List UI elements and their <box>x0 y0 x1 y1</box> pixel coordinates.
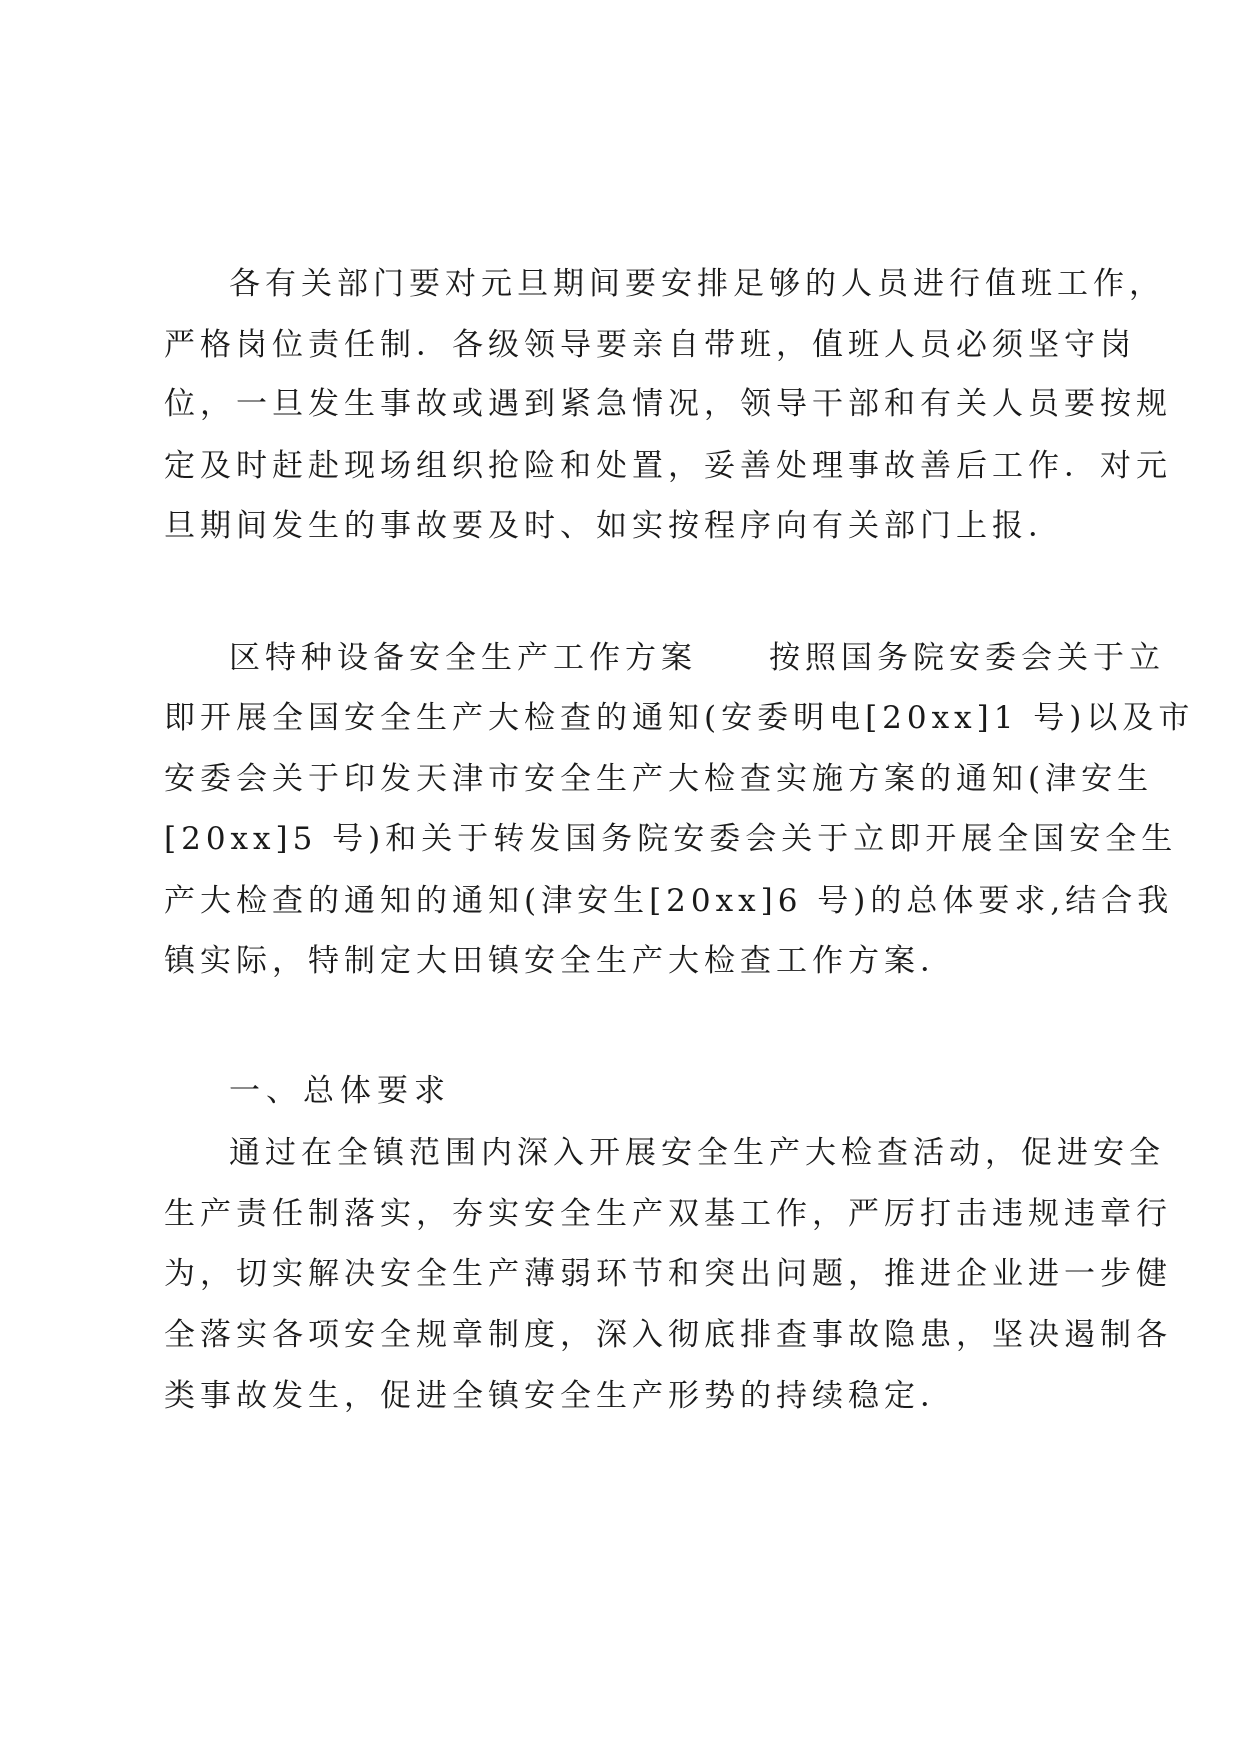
paragraph-3-line-5: 类事故发生，促进全镇安全生产形势的持续稳定． <box>164 1378 956 1414</box>
paragraph-2-line-4: [20xx]5 号)和关于转发国务院安委会关于立即开展全国安全生 <box>164 821 1178 857</box>
paragraph-1-line-5: 旦期间发生的事故要及时、如实按程序向有关部门上报． <box>164 508 1064 544</box>
paragraph-3-line-2: 生产责任制落实，夯实安全生产双基工作，严厉打击违规违章行 <box>164 1196 1172 1232</box>
section-heading: 一、总体要求 <box>229 1073 451 1109</box>
paragraph-1-line-4: 定及时赶赴现场组织抢险和处置，妥善处理事故善后工作．对元 <box>164 448 1172 484</box>
paragraph-1-line-1: 各有关部门要对元旦期间要安排足够的人员进行值班工作， <box>229 266 1165 302</box>
paragraph-2-line-3: 安委会关于印发天津市安全生产大检查实施方案的通知(津安生 <box>164 761 1154 797</box>
paragraph-2-line-1: 区特种设备安全生产工作方案 按照国务院安委会关于立 <box>229 640 1165 676</box>
paragraph-2-line-2: 即开展全国安全生产大检查的通知(安委明电[20xx]1 号)以及市 <box>164 700 1195 736</box>
paragraph-2-line-5: 产大检查的通知的通知(津安生[20xx]6 号)的总体要求,结合我 <box>164 883 1174 919</box>
paragraph-3-line-3: 为，切实解决安全生产薄弱环节和突出问题，推进企业进一步健 <box>164 1256 1172 1292</box>
paragraph-3-line-4: 全落实各项安全规章制度，深入彻底排查事故隐患，坚决遏制各 <box>164 1317 1172 1353</box>
paragraph-2-line-6: 镇实际，特制定大田镇安全生产大检查工作方案． <box>164 943 956 979</box>
paragraph-1-line-3: 位，一旦发生事故或遇到紧急情况，领导干部和有关人员要按规 <box>164 386 1172 422</box>
paragraph-1-line-2: 严格岗位责任制．各级领导要亲自带班，值班人员必须坚守岗 <box>164 327 1136 363</box>
paragraph-3-line-1: 通过在全镇范围内深入开展安全生产大检查活动，促进安全 <box>229 1135 1165 1171</box>
